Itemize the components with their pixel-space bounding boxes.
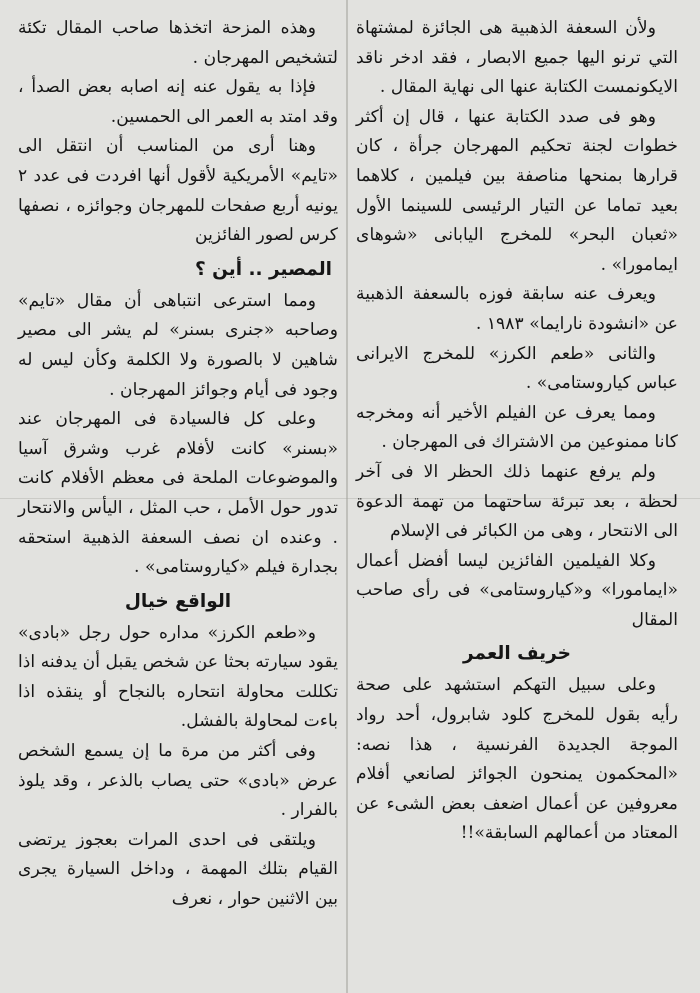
article-paragraph: وهنا أرى من المناسب أن انتقل الى «تايم» الأمريكية لأقول أنها افردت فى عدد ٢ يونيه أربع صفحات للمهرجان وجوائزه ، نصفها كرس لصور الفائزين [18,136,338,246]
article-paragraph: و«طعم الكرز» مداره حول رجل «بادى» يقود سيارته بحثا عن شخص يقبل أن يدفنه اذا تكللت محاولة انتحاره بالنجاح أو ينقذه اذا باءت لمحاولة بالفشل. [18,622,338,732]
article-paragraph: وعلى كل فالسيادة فى المهرجان عند «بسنر» كانت لأفلام غرب وشرق آسيا والموضوعات الملحة فى معظم الأفلام كانت تدور حول الأمل ، حب المثل ، اليأس والانتحار . وعنده ان نصف السعفة الذهبية استحقه بجدارة فيلم «كياروستامى» . [18,409,338,578]
right-column [356,14,678,849]
article-paragraph: فإذا به يقول عنه إنه اصابه بعض الصدأ ، وقد امتد به العمر الى الحمسين. [18,77,338,127]
article-paragraph: ولأن السعفة الذهبية هى الجائزة لمشتهاة التي ترنو اليها جميع الابصار ، فقد ادخر ناقد الايكونمست الكتابة عنها الى نهاية المقال . [356,18,678,98]
article-paragraph: ومما استرعى انتباهى أن مقال «تايم» وصاحبه «جنرى بسنر» لم يشر الى مصير شاهين لا بالصورة ولا الكلمة وكأن ليس له وجود فى أيام وجوائز المهرجان . [18,290,338,400]
subheading-fate: المصير .. أين ؟ [194,258,332,280]
article-paragraph: ويعرف عنه سابقة فوزه بالسعفة الذهبية عن «انشودة نارايما» ١٩٨٣ . [356,284,678,334]
subheading-autumn-of-life: خريف العمر [463,643,571,665]
article-paragraph: ومما يعرف عن الفيلم الأخير أنه ومخرجه كانا ممنوعين من الاشتراك فى المهرجان . [356,402,678,453]
article-paragraph: وهذه المزحة اتخذها صاحب المقال تكئة لتشخيص المهرجان . [18,18,338,68]
article-paragraph: والثانى «طعم الكرز» للمخرج الايرانى عباس كياروستامى» . [356,343,678,394]
article-paragraph: ويلتقى فى احدى المرات بعجوز يرتضى القيام بتلك المهمة ، وداخل السيارة يجرى بين الاثنين حوار ، نعرف [18,829,338,910]
article-paragraph: وكلا الفيلمين الفائزين ليسا أفضل أعمال «ايمامورا» و«كياروستامى» فى رأى صاحب المقال [356,550,678,630]
article-paragraph: وعلى سبيل التهكم استشهد على صحة رأيه بقول للمخرج كلود شابرول، أحد رواد الموجة الجديدة الفرنسية ، هذا نصه: «المحكمون يمنحون الجوائز لصانعي أفلام معروفين عن أعمال اضعف بعض الشىء عن المعتاد من أعمالهم السابقة»!! [356,675,678,844]
article-paragraph: ولم يرفع عنهما ذلك الحظر الا فى آخر لحظة ، بعد تبرئة ساحتهما من تهمة الدعوة الى الانتحار ، وهى من الكبائر فى الإسلام [356,461,678,542]
paper-fold [346,0,348,993]
subheading-reality-is-fiction: الواقع خيال [124,590,232,612]
article-paragraph: وفى أكثر من مرة ما إن يسمع الشخص عرض «بادى» حتى يصاب بالذعر ، وقد يلوذ بالفرار . [18,741,338,821]
left-column [18,14,338,915]
article-paragraph: وهو فى صدد الكتابة عنها ، قال إن أكثر خطوات لجنة تحكيم المهرجان جرأة ، كان قرارها بمنحها مناصفة بين فيلمين ، كلاهما بعيد تماما عن التيار الرئيسى للسينما الأول «ثعبان البحر» للمخرج اليابانى «شوهاى ايمامورا» . [356,106,678,275]
